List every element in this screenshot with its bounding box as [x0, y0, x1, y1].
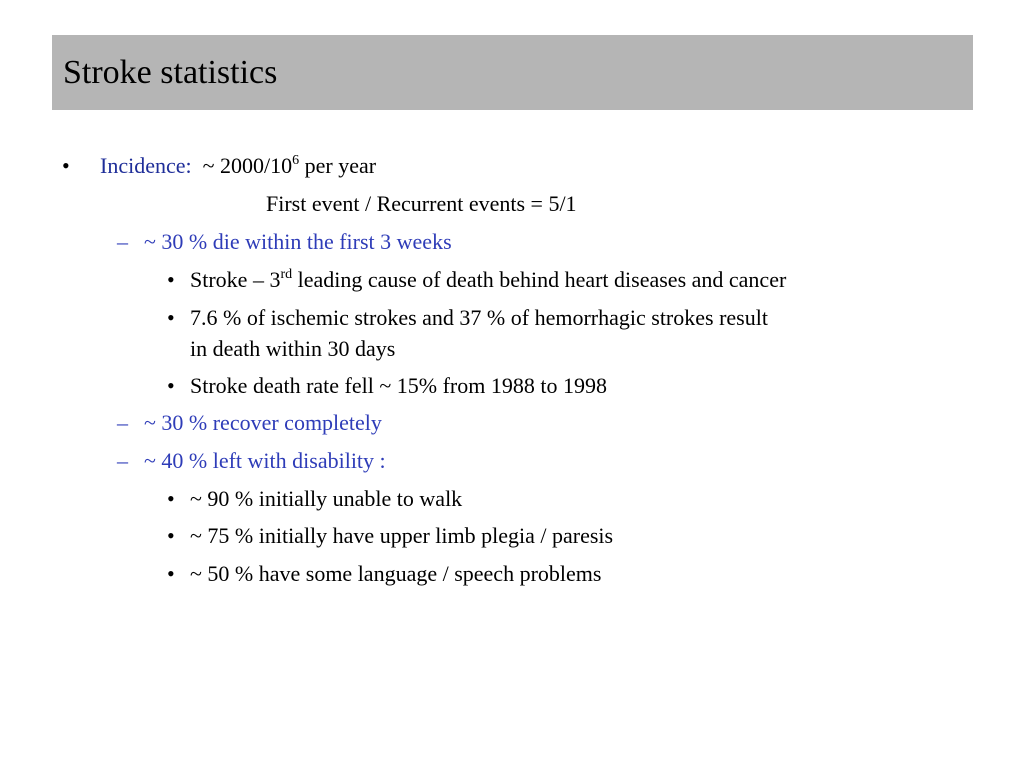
disability-text: ~ 40 % left with disability : — [144, 448, 386, 473]
slide-title: Stroke statistics — [63, 54, 278, 91]
incidence-exponent: 6 — [292, 152, 300, 168]
recover-text: ~ 30 % recover completely — [144, 410, 382, 435]
stroke-rank-post: leading cause of death behind heart diseases and cancer — [297, 267, 787, 292]
incidence-value: ~ 2000/10 — [202, 153, 293, 178]
bullet-dot-icon: • — [62, 153, 70, 178]
walk-text: ~ 90 % initially unable to walk — [190, 486, 463, 511]
bullet-dot-icon: • — [167, 561, 175, 586]
bullet-dot-icon: • — [167, 267, 175, 292]
death-rate-text: Stroke death rate fell ~ 15% from 1988 to 1998 — [190, 373, 607, 398]
die-text: ~ 30 % die within the first 3 weeks — [144, 229, 452, 254]
bullet-dot-icon: • — [167, 486, 175, 511]
dash-icon: – — [117, 229, 128, 254]
limb-text: ~ 75 % initially have upper limb plegia / paresis — [190, 523, 614, 548]
dash-icon: – — [117, 410, 128, 435]
ischemic-line-2: in death within 30 days — [190, 336, 396, 361]
incidence-label: Incidence: — [100, 153, 192, 178]
speech-text: ~ 50 % have some language / speech problems — [190, 561, 602, 586]
stroke-rank-sup: rd — [280, 266, 293, 282]
stroke-rank-pre: Stroke – 3 — [190, 267, 281, 292]
dash-icon: – — [117, 448, 128, 473]
ischemic-line-1: 7.6 % of ischemic strokes and 37 % of hemorrhagic strokes result — [190, 305, 768, 330]
bullet-dot-icon: • — [167, 373, 175, 398]
title-bar — [52, 35, 973, 110]
bullet-dot-icon: • — [167, 523, 175, 548]
incidence-unit: per year — [304, 153, 377, 178]
bullet-dot-icon: • — [167, 305, 175, 330]
incidence-ratio: First event / Recurrent events = 5/1 — [266, 191, 577, 216]
